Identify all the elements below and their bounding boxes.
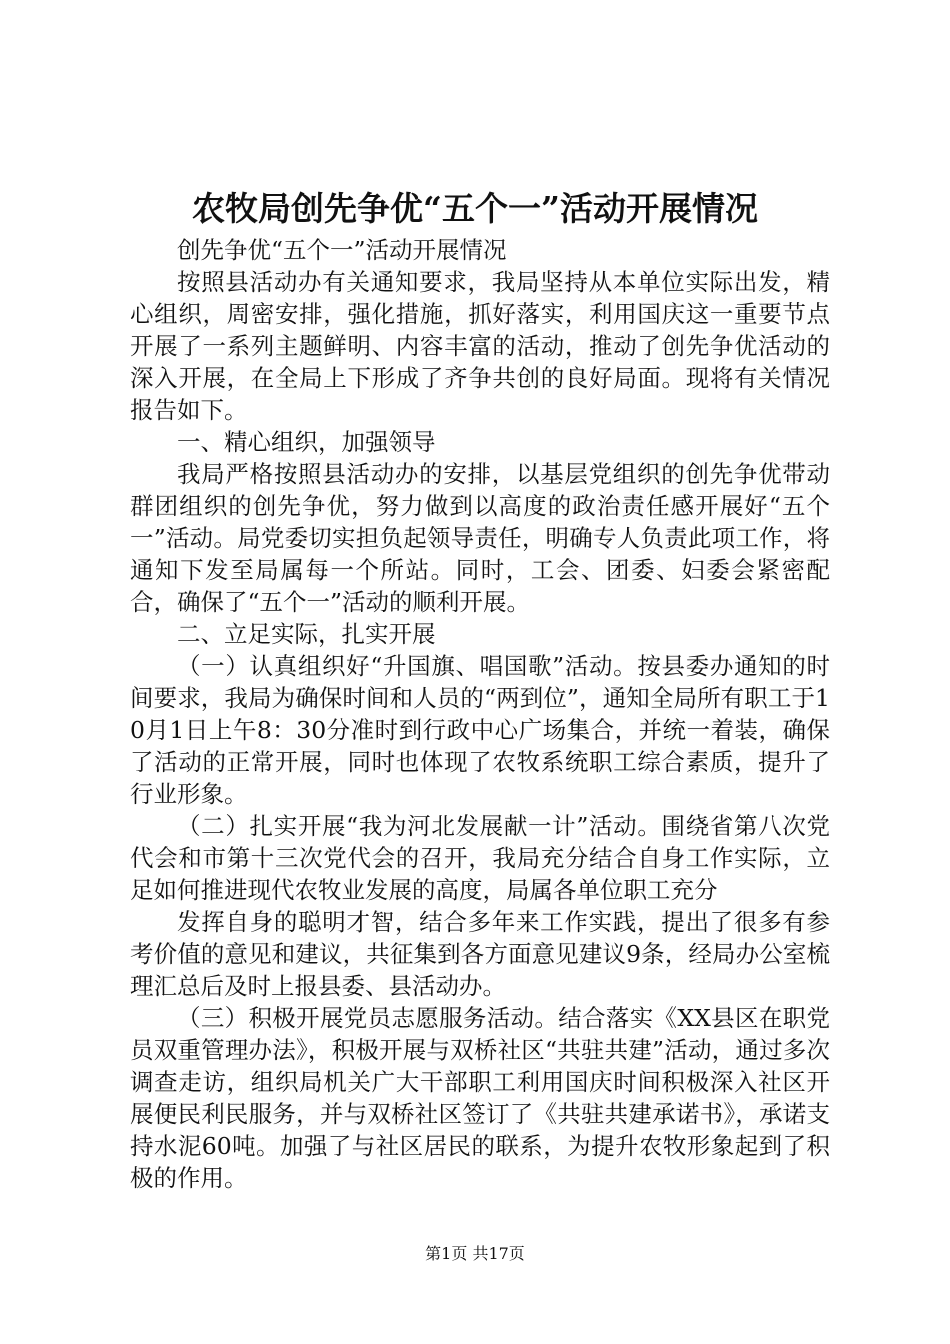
intro-paragraph: 按照县活动办有关通知要求，我局坚持从本单位实际出发，精心组织，周密安排，强化措施，抓好落实，利用国庆这一重要节点开展了一系列主题鲜明、内容丰富的活动，推动了创先争优活动的深入开展，在全局上下形成了齐争共创的良好局面。现将有关情况报告如下。 (130, 268, 830, 424)
document-title: 农牧局创先争优“五个一”活动开展情况 (192, 189, 758, 228)
section-heading-1: 一、精心组织，加强领导 (177, 428, 436, 456)
document-body (130, 234, 830, 1194)
page-indicator: 第1页 共17页 (425, 1244, 525, 1263)
item-2-paragraph: （二）扎实开展“我为河北发展献一计”活动。围绕省第八次党代会和市第十三次党代会的召开，我局充分结合自身工作实际，立足如何推进现代农牧业发展的高度，局属各单位职工充分 (130, 812, 830, 904)
section-1-paragraph: 我局严格按照县活动办的安排，以基层党组织的创先争优带动群团组织的创先争优，努力做到以高度的政治责任感开展好“五个一”活动。局党委切实担负起领导责任，明确专人负责此项工作，将通知下发至局属每一个所站。同时，工会、团委、妇委会紧密配合，确保了“五个一”活动的顺利开展。 (130, 460, 830, 616)
item-3-paragraph: （三）积极开展党员志愿服务活动。结合落实《XX县区在职党员双重管理办法》，积极开展与双桥社区“共驻共建”活动，通过多次调查走访，组织局机关广大干部职工利用国庆时间积极深入社区开展便民利民服务，并与双桥社区签订了《共驻共建承诺书》，承诺支持水泥60吨。加强了与社区居民的联系，为提升农牧形象起到了积极的作用。 (130, 1004, 830, 1192)
item-1-paragraph: （一）认真组织好“升国旗、唱国歌”活动。按县委办通知的时间要求，我局为确保时间和人员的“两到位”，通知全局所有职工于10月1日上午8：30分准时到行政中心广场集合，并统一着装，确保了活动的正常开展，同时也体现了农牧系统职工综合素质，提升了行业形象。 (130, 652, 830, 808)
subtitle-paragraph: 创先争优“五个一”活动开展情况 (177, 236, 507, 264)
item-2-continued-paragraph: 发挥自身的聪明才智，结合多年来工作实践，提出了很多有参考价值的意见和建议，共征集到各方面意见建议9条，经局办公室梳理汇总后及时上报县委、县活动办。 (130, 908, 830, 1000)
section-heading-2: 二、立足实际，扎实开展 (177, 620, 436, 648)
